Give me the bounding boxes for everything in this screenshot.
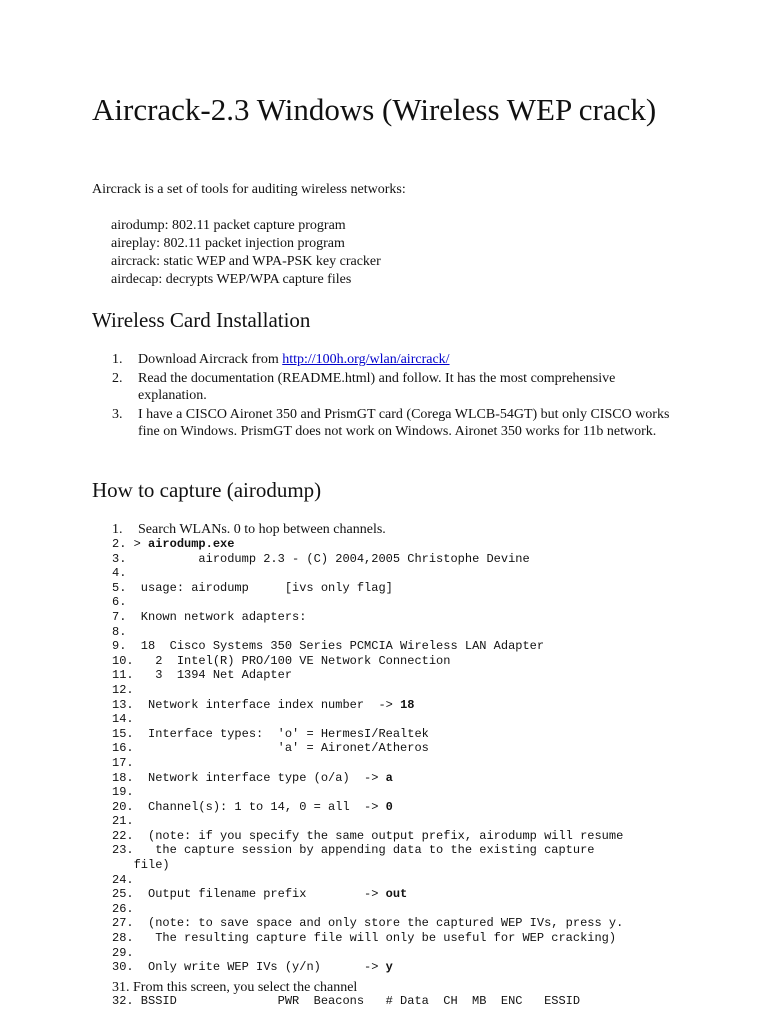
code-line [112, 814, 623, 829]
code-line [112, 683, 623, 698]
code-line [112, 916, 623, 931]
aircrack-download-link[interactable]: http://100h.org/wlan/aircrack/ [282, 352, 450, 367]
code-line-number: 3. [112, 551, 127, 566]
list-item [92, 370, 682, 404]
list-item: aireplay: 802.11 packet injection program [111, 236, 345, 251]
code-line-input: y [385, 960, 393, 975]
code-line-number: 22. [112, 828, 134, 843]
code-line [112, 858, 623, 873]
code-line-number: 13. [112, 697, 134, 712]
code-line-number: 11. [112, 668, 134, 683]
code-line [112, 741, 623, 756]
code-line [112, 946, 623, 961]
step-number: 2. [112, 371, 123, 386]
section-heading-installation: Wireless Card Installation [92, 308, 311, 332]
code-line-number: 30. [112, 960, 134, 975]
code-line [112, 843, 623, 858]
code-line [112, 639, 623, 654]
code-line-number: 2. [112, 537, 127, 551]
code-line-number: 12. [112, 682, 134, 697]
list-item [92, 406, 682, 440]
list-item: airdecap: decrypts WEP/WPA capture files [111, 272, 352, 287]
code-line-text: > [126, 537, 149, 551]
code-line [112, 902, 623, 917]
code-line-number: 24. [112, 872, 134, 887]
tools-list [111, 217, 381, 289]
code-line [112, 829, 623, 844]
code-line [112, 698, 623, 713]
code-line-number: 21. [112, 814, 134, 829]
list-item: aircrack: static WEP and WPA-PSK key cracker [111, 254, 381, 269]
capture-step-32: 32. BSSID PWR Beacons # Data CH MB ENC ESSID [112, 994, 581, 1008]
code-line-text: usage: airodump [ivs only flag] [126, 580, 393, 595]
code-line-number: 4. [112, 566, 127, 581]
code-line [112, 887, 623, 902]
code-line-number: 5. [112, 580, 127, 595]
code-line-text: the capture session by appending data to the existing capture [133, 843, 595, 858]
code-line [112, 668, 623, 683]
code-line [112, 712, 623, 727]
code-line [112, 625, 623, 640]
code-line-input: airodump.exe [148, 537, 235, 551]
page-title: Aircrack-2.3 Windows (Wireless WEP crack) [92, 92, 657, 127]
code-line-number: 15. [112, 726, 134, 741]
code-line-text: 'a' = Aironet/Atheros [133, 741, 429, 756]
code-line [112, 873, 623, 888]
code-line-number: 9. [112, 639, 127, 654]
code-line [112, 537, 623, 552]
code-line [112, 610, 623, 625]
code-line-text: Channel(s): 1 to 14, 0 = all -> [133, 799, 386, 814]
code-line-text: 3 1394 Net Adapter [133, 668, 293, 683]
code-line-number: 14. [112, 712, 134, 727]
installation-steps [92, 351, 682, 442]
code-line [112, 771, 623, 786]
capture-step-31: 31. From this screen, you select the channel [112, 980, 358, 995]
code-line-text: Interface types: 'o' = HermesI/Realtek [133, 726, 429, 741]
code-line [112, 785, 623, 800]
code-line [112, 800, 623, 815]
airodump-console-output [112, 537, 623, 975]
code-line [112, 756, 623, 771]
code-line-input: 18 [400, 697, 415, 712]
step-text: Download Aircrack from [138, 352, 283, 367]
code-line-number: 23. [112, 843, 134, 858]
code-line [112, 727, 623, 742]
code-line-text: file) [112, 858, 170, 873]
code-line-text: 2 Intel(R) PRO/100 VE Network Connection [133, 653, 451, 668]
code-line-text: (note: if you specify the same output prefix, airodump will resume [133, 828, 624, 843]
code-line-number: 25. [112, 887, 134, 902]
code-line-text: 18 Cisco Systems 350 Series PCMCIA Wireless LAN Adapter [126, 639, 545, 654]
code-line-number: 29. [112, 945, 134, 960]
code-line-text: Only write WEP IVs (y/n) -> [133, 960, 386, 975]
code-line-input: 0 [385, 799, 393, 814]
code-line [112, 960, 623, 975]
code-line [112, 595, 623, 610]
code-line-text: Known network adapters: [126, 609, 307, 624]
code-line-number: 19. [112, 785, 134, 800]
code-line [112, 654, 623, 669]
code-line [112, 566, 623, 581]
step-number: 1. [112, 522, 123, 537]
step-text: Read the documentation (README.html) and follow. It has the most comprehensive explanation. [138, 371, 616, 403]
code-line-number: 20. [112, 799, 134, 814]
code-line-number: 8. [112, 624, 127, 639]
code-line-input: a [385, 770, 393, 785]
code-line-text: Network interface type (o/a) -> [133, 770, 386, 785]
code-line [112, 552, 623, 567]
code-line-text: Network interface index number -> [133, 697, 401, 712]
code-line-text: The resulting capture file will only be useful for WEP cracking) [133, 931, 617, 946]
code-line-number: 28. [112, 931, 134, 946]
list-item [92, 351, 682, 368]
code-line-number: 10. [112, 653, 134, 668]
code-line-number: 7. [112, 609, 127, 624]
code-line-number: 16. [112, 741, 134, 756]
code-line-number: 18. [112, 770, 134, 785]
intro-text: Aircrack is a set of tools for auditing wireless networks: [92, 182, 406, 197]
step-number: 1. [112, 352, 123, 367]
step-number: 3. [112, 407, 123, 422]
code-line [112, 931, 623, 946]
step-text: I have a CISCO Aironet 350 and PrismGT card (Corega WLCB-54GT) but only CISCO works fine on Windows. PrismGT does not work on Windows. Aironet 350 works for 11b network. [138, 407, 670, 439]
code-line-number: 6. [112, 595, 127, 610]
code-line-text: Output filename prefix -> [133, 887, 386, 902]
list-item: airodump: 802.11 packet capture program [111, 218, 346, 233]
code-line-text: (note: to save space and only store the captured WEP IVs, press y. [133, 916, 624, 931]
code-line-input: out [385, 887, 408, 902]
code-line [112, 581, 623, 596]
code-line-number: 26. [112, 901, 134, 916]
code-line-number: 27. [112, 916, 134, 931]
step-text: Search WLANs. 0 to hop between channels. [138, 522, 386, 537]
section-heading-capture: How to capture (airodump) [92, 478, 322, 502]
code-line-number: 17. [112, 755, 134, 770]
code-line-text: airodump 2.3 - (C) 2004,2005 Christophe Devine [126, 551, 530, 566]
